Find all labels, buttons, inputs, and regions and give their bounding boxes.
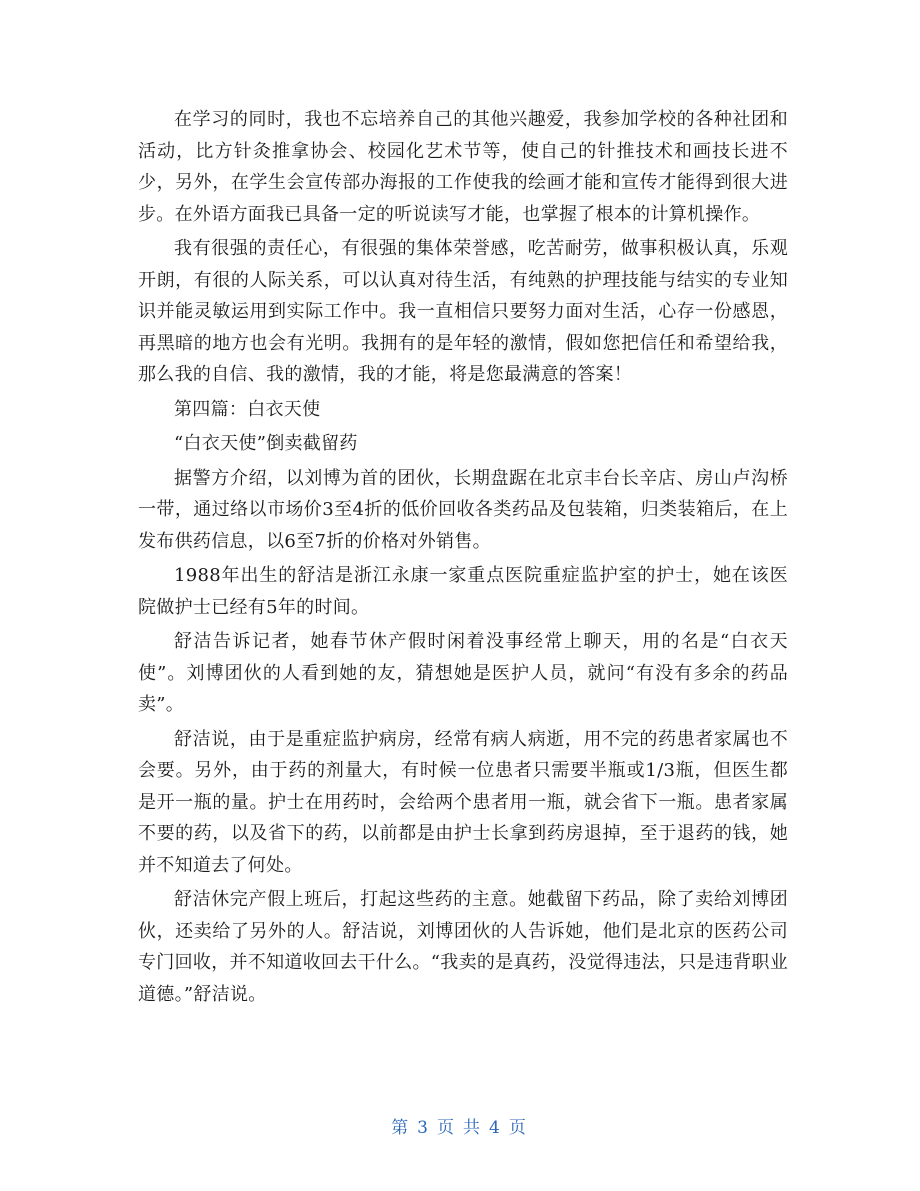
article-title: “白衣天使”倒卖截留药 [174,433,358,454]
paragraph-online-chat: 舒洁告诉记者，她春节休产假时闲着没事经常上聊天，用的名是“白衣天使”。刘博团伙的人看到她的友，猜想她是医护人员，就问“有没有多余的药品卖”。 [138,631,788,715]
page-footer [0,1113,920,1138]
footer-page-label: 第 [391,1118,412,1138]
paragraph-hobbies: 在学习的同时，我也不忘培养自己的其他兴趣爱，我参加学校的各种社团和活动，比方针灸推拿协会、校园化艺术节等，使自己的针推技术和画技长进不少，另外，在学生会宣传部办海报的工作使我的绘画才能和宣传才能得到很大进步。在外语方面我已具备一定的听说读写才能，也掌握了根本的计算机操作。 [138,109,788,225]
footer-total-label: 共 [463,1118,483,1138]
paragraph-nurse-intro: 1988年出生的舒洁是浙江永康一家重点医院重症监护室的护士，她在该医院做护士已经有5年的时间。 [138,565,788,618]
paragraph-icu-drugs: 舒洁说，由于是重症监护病房，经常有病人病逝，用不完的药患者家属也不会要。另外，由于药的剂量大，有时候一位患者只需要半瓶或1/3瓶，但医生都是开一瓶的量。护士在用药时，会给两个患者用一瓶，就会省下一瓶。患者家属不要的药，以及省下的药，以前都是由护士长拿到药房退掉，至于退药的钱，她并不知道去了何处。 [138,728,788,876]
paragraph-police-report: 据警方介绍，以刘博为首的团伙，长期盘踞在北京丰台长辛店、房山卢沟桥一带，通过络以市场价3至4折的低价回收各类药品及包装箱，归类装箱后，在上发布供药信息，以6至7折的价格对外销售。 [138,467,788,552]
footer-page-unit: 页 [437,1118,457,1138]
paragraph-character: 我有很强的责任心，有很强的集体荣誉感，吃苦耐劳，做事积极认真，乐观开朗，有很的人际关系，可以认真对待生活，有纯熟的护理技能与结实的专业知识并能灵敏运用到实际工作中。我一直相信只要努力面对生活，心存一份感恩，再黑暗的地方也会有光明。我拥有的是年轻的激情，假如您把信任和希望给我，那么我的自信、我的激情，我的才能，将是您最满意的答案！ [138,238,788,385]
paragraph-selling-drugs: 舒洁休完产假上班后，打起这些药的主意。她截留下药品，除了卖给刘博团伙，还卖给了另外的人。舒洁说，刘博团伙的人告诉她，他们是北京的医药公司专门回收，并不知道收回去干什么。“我卖的是真药，没觉得违法，只是违背职业道德。”舒洁说。 [138,889,788,1005]
footer-total-pages: 4 [489,1118,503,1138]
footer-total-unit: 页 [508,1118,529,1138]
section-heading: 第四篇：白衣天使 [174,398,321,420]
document-body [138,104,788,1010]
footer-current-page: 3 [417,1118,431,1138]
